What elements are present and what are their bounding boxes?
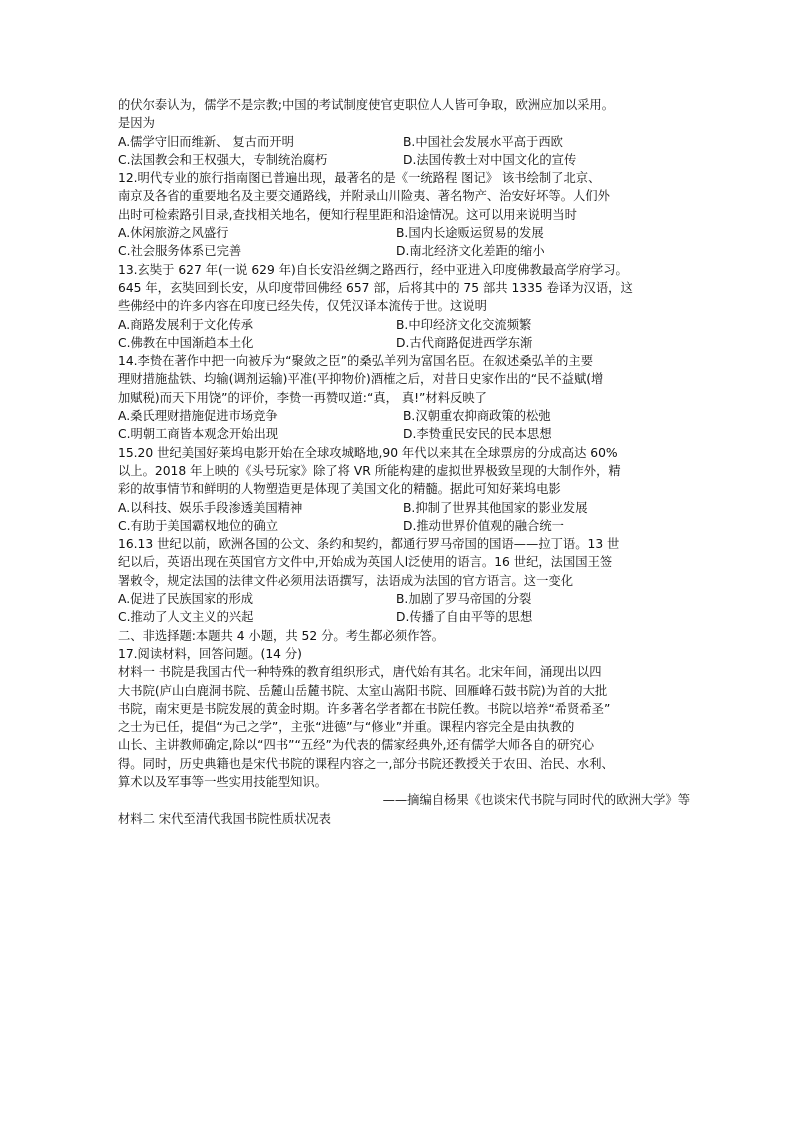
option-b: B.抑制了世界其他国家的影业发展 (403, 500, 588, 515)
option-c: C.有助于美国霸权地位的确立 (118, 518, 279, 533)
question-stem-line: 13.玄奘于 627 年(一说 629 年)自长安沿丝绸之路西行，经中亚进入印度佛教最高学府学习。 (118, 262, 628, 277)
options-row (118, 334, 690, 352)
question-stem-line: 署敕令，规定法国的法律文件必须用法语撰写，法语成为法国的官方语言。这一变化 (118, 573, 573, 588)
question-stem-line: 15.20 世纪美国好莱坞电影开始在全球攻城略地,90 年代以来其在全球票房的分成高达 60% (118, 445, 618, 460)
option-c: C.社会服务体系已完善 (118, 244, 242, 259)
options-row (118, 151, 690, 169)
option-d: D.南北经济文化差距的缩小 (396, 244, 545, 259)
material-line: 大书院(庐山白鹿洞书院、岳麓山岳麓书院、太室山嵩阳书院、回雁峰石鼓书院)为首的大批 (118, 683, 608, 698)
option-d: D.传播了自由平等的思想 (396, 610, 533, 625)
question-15 (118, 444, 690, 535)
option-b: B.国内长途贩运贸易的发展 (396, 226, 544, 241)
question-stem-line: 的伏尔泰认为，儒学不是宗教;中国的考试制度使官吏职位人人皆可争取，欧洲应加以采用。 (118, 98, 615, 112)
question-14 (118, 352, 690, 443)
option-b: B.中国社会发展水平高于西欧 (403, 134, 563, 149)
material-line: 之士为已任，提倡“为己之学”，主张“进德”与“修业”并重。课程内容完全是由执教的 (118, 720, 575, 735)
question-stem-line: 纪以后，英语出现在英国官方文件中,开始成为英国人l泛使用的语言。16 世纪，法国国王签 (118, 555, 613, 570)
exam-page (118, 96, 690, 828)
question-stem-line: 加赋税)而天下用饶”的评价，李贽一再赞叹道:“真， 真!”材料反映了 (118, 390, 487, 405)
option-c: C.推动了人文主义的兴起 (118, 610, 254, 625)
options-row (118, 425, 690, 443)
material-source: ——摘编自杨果《也谈宋代书院与同时代的欧洲大学》等 (382, 793, 690, 808)
question-stem-line: 出时可检索路引目录,查找相关地名，便知行程里距和沿途情况。这可以用来说明当时 (118, 207, 577, 222)
option-d: D.古代商路促进西学东渐 (396, 335, 533, 350)
options-row (118, 499, 690, 517)
option-a: A.促进了民族国家的形成 (118, 592, 254, 607)
material-line: 书院，南宋更是书院发展的黄金时期。许多著名学者都在书院任教。书院以培养“希贤希圣” (118, 701, 611, 716)
question-stem-line: 些佛经中的许多内容在印度已经失传，仅凭汉译本流传于世。这说明 (118, 299, 487, 314)
option-d: D.法国传教士对中国文化的宣传 (403, 152, 577, 167)
option-a: A.商路发展利于文化传承 (118, 317, 254, 332)
question-stem-line: 南京及各省的重要地名及主要交通路线，并附录山川险夷、著名物产、治安好坏等。人们外 (118, 189, 610, 204)
question-11 (118, 96, 690, 169)
option-a: A.休闲旅游之风盛行 (118, 226, 229, 241)
question-title: 17.阅读材料，回答问题。(14 分) (118, 646, 302, 661)
material-line: 材料一 书院是我国古代一种特殊的教育组织形式，唐代始有其名。北宋年间，涌现出以四 (118, 665, 602, 680)
option-b: B.汉朝重农抑商政策的松弛 (403, 409, 551, 424)
question-stem-line: 12.明代专业的旅行指南图已普遍出现，最著名的是《一统路程 图记》 该书绘制了北京、 (118, 171, 601, 186)
option-d: D.推动世界价值观的融合统一 (403, 518, 564, 533)
question-stem-line: 16.13 世纪以前，欧洲各国的公文、条约和契约，都通行罗马帝国的国语——拉丁语。13 世 (118, 537, 620, 552)
options-row (118, 407, 690, 425)
options-row (118, 517, 690, 535)
material-line: 山长、主讲教师确定,除以“四书”“五经”为代表的儒家经典外,还有儒学大师各自的研究心 (118, 738, 594, 753)
option-c: C.佛教在中国渐趋本土化 (118, 335, 254, 350)
material-two-title: 材料二 宋代至清代我国书院性质状况表 (118, 811, 331, 826)
question-stem-line: 是因为 (118, 116, 155, 131)
question-16 (118, 535, 690, 626)
option-a: A.儒学守旧而维新、 复古而开明 (118, 134, 294, 149)
question-13 (118, 261, 690, 352)
option-c: C.法国教会和王权强大，专制统治腐朽 (118, 152, 328, 167)
options-row (118, 133, 690, 151)
options-row (118, 242, 690, 260)
options-row (118, 590, 690, 608)
option-b: B.中印经济文化交流频繁 (396, 317, 532, 332)
option-a: A.桑氏理财措施促进市场竞争 (118, 409, 278, 424)
question-17 (118, 645, 690, 828)
option-b: B.加剧了罗马帝国的分裂 (396, 592, 532, 607)
material-line: 算术以及军事等一些实用技能型知识。 (118, 774, 328, 789)
question-stem-line: 14.李贽在著作中把一向被斥为“聚敛之臣”的桑弘羊列为富国名臣。在叙述桑弘羊的主要 (118, 354, 593, 369)
question-12 (118, 169, 690, 260)
section-heading: 二、非选择题:本题共 4 小题，共 52 分。考生都必须作答。 (118, 628, 445, 643)
options-row (118, 316, 690, 334)
option-a: A.以科技、娱乐手段渗透美国精神 (118, 500, 303, 515)
material-line: 得。同时，历史典籍也是宋代书院的课程内容之一,部分书院还教授关于农田、治民、水利、 (118, 756, 614, 771)
question-stem-line: 彩的故事情节和鲜明的人物塑造更是体现了美国文化的精髓。据此可知好莱坞电影 (118, 482, 561, 497)
question-stem-line: 理财措施盐铁、均输(调剂运输)平准(平抑物价)酒榷之后，对昔日史家作出的“民不益赋(增 (118, 372, 604, 387)
options-row (118, 224, 690, 242)
question-stem-line: 645 年，玄奘回到长安，从印度带回佛经 657 部，后将其中的 75 部共 1335 卷译为汉语，这 (118, 280, 633, 295)
question-stem-line: 以上。2018 年上映的《头号玩家》除了将 VR 所能构建的虚拟世界极致呈现的大制作外，精 (118, 463, 621, 478)
options-row (118, 608, 690, 626)
option-c: C.明朝工商皆本观念开始出现 (118, 427, 279, 442)
option-d: D.李贽重民安民的民本思想 (403, 427, 552, 442)
